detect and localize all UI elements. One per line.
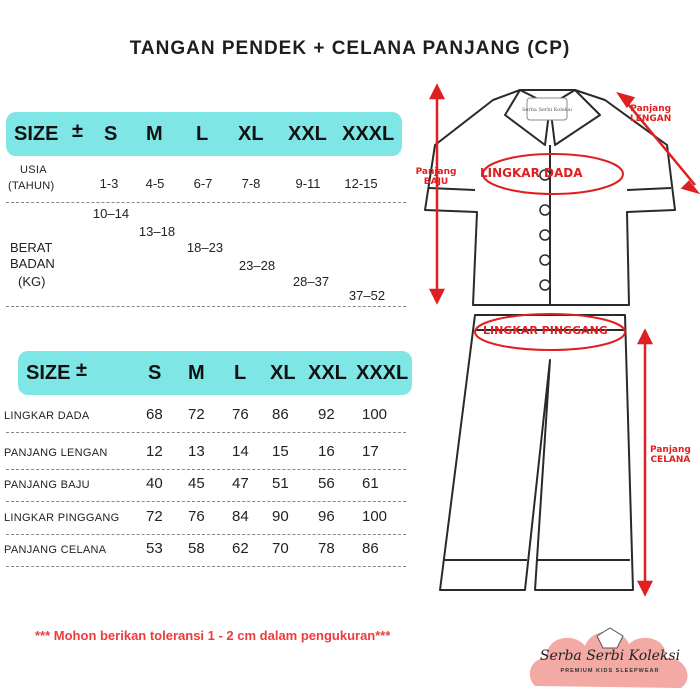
size-col-xl: XL <box>238 122 264 145</box>
measure-value: 76 <box>188 508 205 525</box>
divider <box>6 306 406 307</box>
measure-value: 58 <box>188 540 205 557</box>
usia-s: 1-3 <box>99 176 119 191</box>
pajamas-diagram <box>405 60 700 620</box>
size-col-xl: XL <box>270 361 296 384</box>
button-icon <box>540 205 550 215</box>
measure-row-label: LINGKAR DADA <box>4 410 90 422</box>
lingkar-pinggang-label: LINGKAR PINGGANG <box>483 324 608 337</box>
panjang-celana-label: Panjang CELANA <box>650 445 691 465</box>
pants <box>440 315 633 590</box>
measure-value: 72 <box>146 508 163 525</box>
measure-value: 15 <box>272 443 289 460</box>
measure-value: 86 <box>272 406 289 423</box>
measure-row-label: PANJANG LENGAN <box>4 447 108 459</box>
measure-value: 14 <box>232 443 249 460</box>
measure-row-label: PANJANG BAJU <box>4 479 90 491</box>
usia-xxxl: 12-15 <box>344 176 378 191</box>
tolerance-note: *** Mohon berikan toleransi 1 - 2 cm dalam pengukuran*** <box>35 628 391 643</box>
badan-label: BADAN <box>10 256 55 271</box>
measure-value: 62 <box>232 540 249 557</box>
measure-value: 84 <box>232 508 249 525</box>
size-col-xxxl: XXXL <box>356 361 409 384</box>
measure-row-label: PANJANG CELANA <box>4 544 107 556</box>
measure-row-label: LINGKAR PINGGANG <box>4 512 120 524</box>
size-col-l: L <box>234 361 247 384</box>
shirt-tag-text: Serba Serbi Koleksi <box>521 107 573 113</box>
size-col-xxl: XXL <box>308 361 347 384</box>
berat-xl: 23–28 <box>238 258 276 273</box>
button-icon <box>540 280 550 290</box>
divider <box>6 534 406 535</box>
measure-value: 47 <box>232 475 249 492</box>
size-col-s: S <box>148 361 162 384</box>
measure-value: 78 <box>318 540 335 557</box>
usia-l: 6-7 <box>193 176 213 191</box>
measure-value: 51 <box>272 475 289 492</box>
measure-value: 100 <box>362 406 388 423</box>
usia-xxl: 9-11 <box>295 176 321 191</box>
usia-unit: (TAHUN) <box>8 180 55 192</box>
measure-value: 12 <box>146 443 163 460</box>
plusminus-sign: ± <box>72 120 83 142</box>
berat-unit: (KG) <box>18 274 46 289</box>
measure-value: 68 <box>146 406 163 423</box>
measure-value: 56 <box>318 475 335 492</box>
measure-value: 76 <box>232 406 249 423</box>
button-icon <box>540 230 550 240</box>
size-col-s: S <box>104 122 118 145</box>
measure-value: 100 <box>362 508 388 525</box>
berat-m: 13–18 <box>138 224 176 239</box>
berat-xxxl: 37–52 <box>348 288 386 303</box>
size-col-xxl: XXL <box>288 122 327 145</box>
plusminus-sign: ± <box>76 359 87 381</box>
logo-name: Serba Serbi Koleksi <box>539 648 681 664</box>
measure-value: 70 <box>272 540 289 557</box>
divider <box>6 501 406 502</box>
measure-value: 45 <box>188 475 205 492</box>
size-label: SIZE <box>26 361 71 384</box>
divider <box>6 566 406 567</box>
measure-value: 96 <box>318 508 335 525</box>
panjang-baju-label: Panjang BAJU <box>415 167 457 187</box>
page-title: TANGAN PENDEK + CELANA PANJANG (CP) <box>129 38 571 59</box>
divider <box>6 469 406 470</box>
lingkar-dada-label: LINGKAR DADA <box>480 166 583 180</box>
measure-value: 61 <box>362 475 379 492</box>
measure-value: 53 <box>146 540 163 557</box>
usia-xl: 7-8 <box>241 176 261 191</box>
size-col-m: M <box>188 361 205 384</box>
button-icon <box>540 255 550 265</box>
berat-s: 10–14 <box>92 206 130 221</box>
logo-tagline: PREMIUM KIDS SLEEPWEAR <box>560 668 660 674</box>
usia-m: 4-5 <box>145 176 165 191</box>
size-col-xxxl: XXXL <box>342 122 395 145</box>
usia-label: USIA <box>20 164 47 176</box>
measure-value: 40 <box>146 475 163 492</box>
size-header-bar-1 <box>6 112 402 156</box>
size-col-l: L <box>196 122 209 145</box>
measure-value: 90 <box>272 508 289 525</box>
panjang-lengan-label: Panjang LENGAN <box>630 104 672 124</box>
divider <box>6 432 406 433</box>
size-header-bar-2 <box>18 351 412 395</box>
measure-value: 92 <box>318 406 335 423</box>
measure-value: 13 <box>188 443 205 460</box>
measure-value: 72 <box>188 406 205 423</box>
berat-label: BERAT <box>10 240 53 255</box>
berat-l: 18–23 <box>186 240 224 255</box>
size-label: SIZE <box>14 122 59 145</box>
measure-value: 17 <box>362 443 379 460</box>
divider <box>6 202 406 203</box>
measure-value: 86 <box>362 540 379 557</box>
measure-value: 16 <box>318 443 335 460</box>
berat-xxl: 28–37 <box>292 274 330 289</box>
size-col-m: M <box>146 122 163 145</box>
